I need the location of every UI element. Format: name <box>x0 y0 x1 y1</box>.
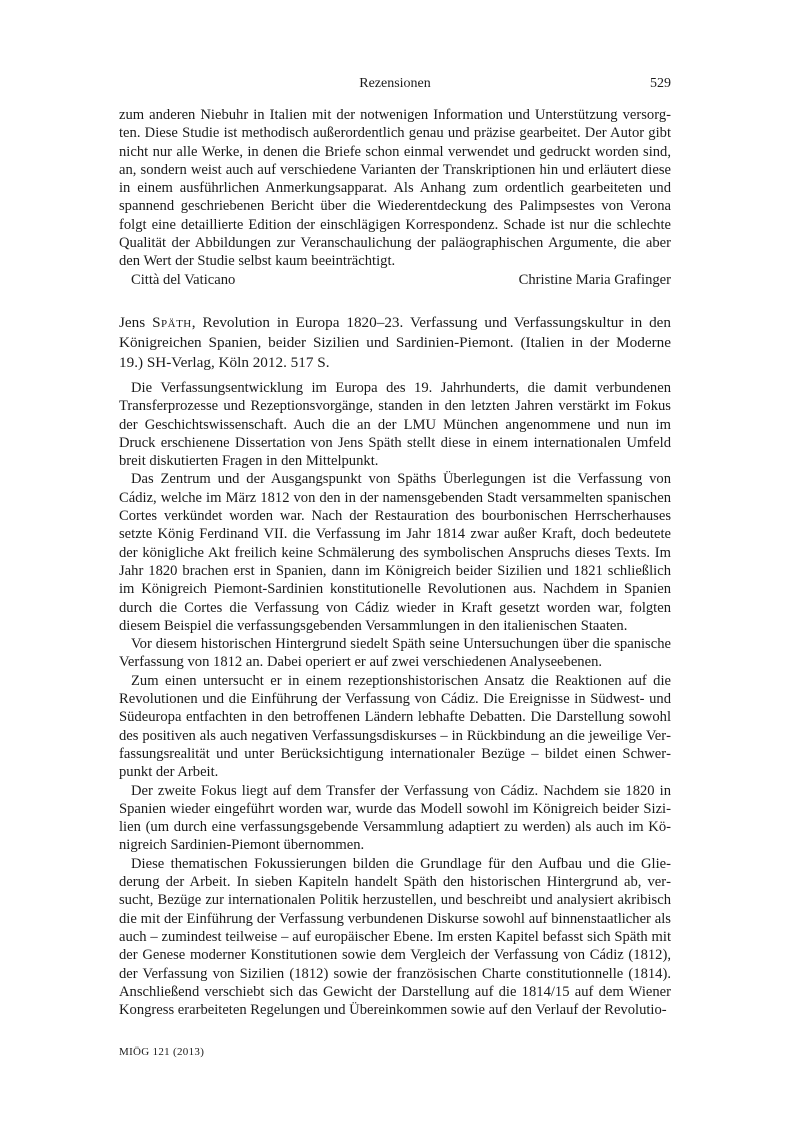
previous-review-paragraph: zum anderen Niebuhr in Italien mit der notwenigen Information und Unterstützung versorgten. Diese Studie ist methodisch außerordentlich genau und präzise gearbeitet. Der Autor gibt nicht nur alle Werke, in denen die Briefe schon einmal verwendet und gedruckt worden sind, an, sondern weist auch auf verschiedene Varianten der Transkriptionen hin und erläutert diese in einem ausführlichen Anmerkungsapparat. Als Anhang zum ordentlich gearbeiteten und spannend geschriebenen Bericht über die Wiederentdeckung des Palimpsestes von Verona folgt eine detaillierte Edition der einschlägigen Korrespondenz. Schade ist nur die schlechte Qualität der Abbildungen zur Veranschaulichung der paläographischen Argumente, die aber den Wert der Studie selbst kaum beeinträchtigt. <box>119 107 671 270</box>
review-body <box>119 379 671 1019</box>
author-last-name: Späth <box>152 314 192 331</box>
body-paragraph: Das Zentrum und der Ausgangspunkt von Späths Überlegungen ist die Verfassung von Cádiz, welche im März 1812 von den in der namensgebenden Stadt versammelten spanischen Cortes verkündet worden war. Nach der Restauration des bourbonischen Herrscherhauses setzte König Ferdinand VII. die Verfassung im Jahr 1814 zwar außer Kraft, doch bedeutete der königliche Akt freilich keine Schmälerung des symbolischen Anspruchs dieses Texts. Im Jahr 1820 brachen erst in Spanien, dann im Königreich beider Sizilien und 1821 schließlich im Königreich Piemont-Sardinien konstitutionelle Revolutionen aus. Nachdem in Spanien durch die Cortes die Verfassung von Cádiz wieder in Kraft gesetzt worden war, folgten diesem Beispiel die verfassungsgebenden Versammlungen in den italienischen Staaten. <box>119 471 671 634</box>
body-paragraph: Die Verfassungsentwicklung im Europa des 19. Jahrhunderts, die damit verbundenen Transferprozesse und Rezeptionsvorgänge, standen in den letzten Jahren verstärkt im Fokus der Geschichtswissenschaft. Auch die an der LMU München angenommene und nun im Druck erschienene Dissertation von Jens Späth stellt diese in einem internationalen Umfeld breit diskutierten Fragen in den Mittelpunkt. <box>119 380 671 470</box>
page-number: 529 <box>650 76 671 91</box>
body-paragraph: Zum einen untersucht er in einem rezeptionshistorischen Ansatz die Reaktionen auf die Revolutionen und die Einführung der Verfassung von Cádiz. Die Ereignisse in Südwest- und Südeuropa entfachten in den betroffenen Ländern lebhafte Debatten. Die Darstellung sowohl des positiven als auch negativen Verfassungsdiskurses – in Rückbindung an die jeweilige Verfassungsrealität und unter Berücksichtigung internationaler Bezüge – bildet einen Schwerpunkt der Arbeit. <box>119 672 671 781</box>
running-head <box>119 76 671 96</box>
bibliographic-entry: , Revolution in Europa 1820–23. Verfassung und Verfassungskultur in den Königreichen Spanien, beider Sizilien und Sardinien-Piemont. (Italien in der Moderne 19.) SH-Verlag, Köln 2012. 517 S. <box>119 314 672 371</box>
body-paragraph: Vor diesem historischen Hintergrund siedelt Späth seine Untersuchungen über die spanische Verfassung von 1812 an. Dabei operiert er auf zwei verschiedenen Analyseebenen. <box>119 636 671 671</box>
review-heading <box>119 313 671 373</box>
body-paragraph: Der zweite Fokus liegt auf dem Transfer der Verfassung von Cádiz. Nachdem sie 1820 in Spanien wieder eingeführt worden war, wurde das Modell sowohl im Königreich beider Sizilien (um durch eine verfassungsgebende Versammlung adaptiert zu werden) als auch im Königreich Sardinien-Piemont übernommen. <box>119 782 671 854</box>
running-head-title: Rezensionen <box>359 76 431 91</box>
signature-place: Città del Vaticano <box>131 271 236 288</box>
previous-review-ending <box>119 106 671 289</box>
author-first-name: Jens <box>119 314 146 331</box>
journal-footer: MIÖG 121 (2013) <box>119 1046 205 1058</box>
signature-reviewer: Christine Maria Grafinger <box>518 271 671 288</box>
body-paragraph: Diese thematischen Fokussierungen bilden die Grundlage für den Aufbau und die Gliederung der Arbeit. In sieben Kapiteln handelt Späth den historischen Hintergrund ab, versucht, Bezüge zur internationalen Politik herzustellen, und beschreibt und analysiert akribisch die mit der Einführung der Verfassung verbundenen Diskurse sowohl auf binnenstaatlicher als auch – zumindest teilweise – auf europäischer Ebene. Im ersten Kapitel befasst sich Späth mit der Genese moderner Konstitutionen sowie dem Vergleich der Verfassung von Cádiz (1812), der Verfassung von Sizilien (1812) sowie der französischen Charte constitutionnelle (1814). Anschließend verschiebt sich das Gewicht der Darstellung auf die 1814/15 auf dem Wiener Kongress erarbeiteten Regelungen und Übereinkommen sowie auf den Verlauf der Revolutio- <box>119 855 671 1019</box>
review-signature <box>119 271 671 289</box>
